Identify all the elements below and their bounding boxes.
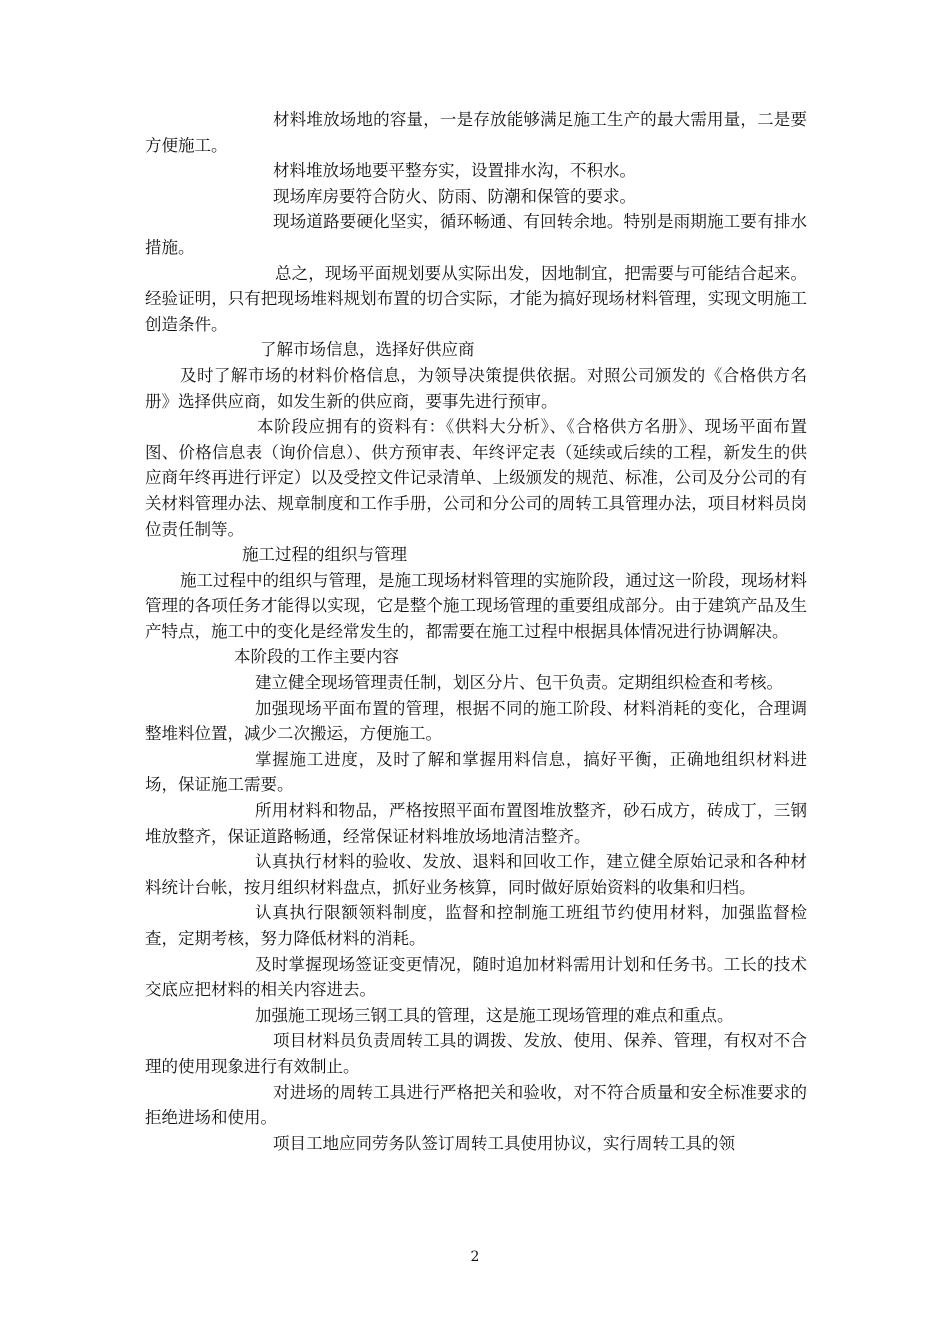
paragraph: 施工过程中的组织与管理，是施工现场材料管理的实施阶段，通过这一阶段，现场材料管理的各项任务才能得以实现，它是整个施工现场管理的重要组成部分。由于建筑产品及生产特点，施工中的变化是经常发生的，都需要在施工过程中根据具体情况进行协调解决。 [145,570,807,641]
paragraph: 施工过程的组织与管理 [242,545,407,565]
paragraph: 加强施工现场三钢工具的管理，这是施工现场管理的难点和重点。 [255,1005,734,1025]
paragraph: 项目工地应同劳务队签订周转工具使用协议，实行周转工具的领 [273,1133,735,1153]
paragraph: 了解市场信息，选择好供应商 [260,340,475,360]
paragraph: 现场道路要硬化坚实，循环畅通、有回转余地。特别是雨期施工要有排水措施。 [145,212,807,257]
paragraph: 项目材料员负责周转工具的调拨、发放、使用、保养、管理，有权对不合理的使用现象进行有效制止。 [145,1031,807,1076]
paragraph: 及时了解市场的材料价格信息，为领导决策提供依据。对照公司颁发的《合格供方名册》选择供应商，如发生新的供应商，要事先进行预审。 [145,365,807,411]
paragraph: 本阶段的工作主要内容 [234,647,399,667]
paragraph: 对进场的周转工具进行严格把关和验收，对不符合质量和安全标准要求的拒绝进场和使用。 [145,1082,807,1128]
paragraph: 所用材料和物品，严格按照平面布置图堆放整齐，砂石成方，砖成丁，三钢堆放整齐，保证道路畅通，经常保证材料堆放场地清洁整齐。 [145,801,807,846]
paragraph: 本阶段应拥有的资料有：《供料大分析》、《合格供方名册》、现场平面布置图、价格信息表（询价信息）、供方预审表、年终评定表（延续或后续的工程，新发生的供应商年终再进行评定）以及受控文件记录清单、上级颁发的规范、标准，公司及分公司的有关材料管理办法、规章制度和工作手册，公司和分公司的周转工具管理办法，项目材料员岗位责任制等。 [145,417,807,539]
page-number: 2 [470,1249,480,1265]
paragraph: 材料堆放场地要平整夯实，设置排水沟，不积水。 [273,161,636,181]
paragraph: 认真执行材料的验收、发放、退料和回收工作，建立健全原始记录和各种材料统计台帐，按月组织材料盘点，抓好业务核算，同时做好原始资料的收集和归档。 [145,852,807,897]
document-body [145,107,807,1156]
paragraph: 掌握施工进度，及时了解和掌握用料信息，搞好平衡，正确地组织材料进场，保证施工需要。 [145,749,807,795]
paragraph: 总之，现场平面规划要从实际出发，因地制宜，把需要与可能结合起来。经验证明，只有把现场堆料规划布置的切合实际，才能为搞好现场材料管理，实现文明施工创造条件。 [145,263,807,334]
paragraph: 认真执行限额领料制度，监督和控制施工班组节约使用材料，加强监督检查，定期考核，努力降低材料的消耗。 [145,903,807,948]
paragraph: 材料堆放场地的容量，一是存放能够满足施工生产的最大需用量，二是要方便施工。 [145,110,807,155]
paragraph: 及时掌握现场签证变更情况，随时追加材料需用计划和任务书。工长的技术交底应把材料的相关内容进去。 [145,954,807,1000]
paragraph: 现场库房要符合防火、防雨、防潮和保管的要求。 [273,186,636,206]
paragraph: 建立健全现场管理责任制，划区分片、包干负责。定期组织检查和考核。 [255,673,783,693]
paragraph: 加强现场平面布置的管理，根据不同的施工阶段、材料消耗的变化，合理调整堆料位置，减少二次搬运，方便施工。 [145,698,807,744]
